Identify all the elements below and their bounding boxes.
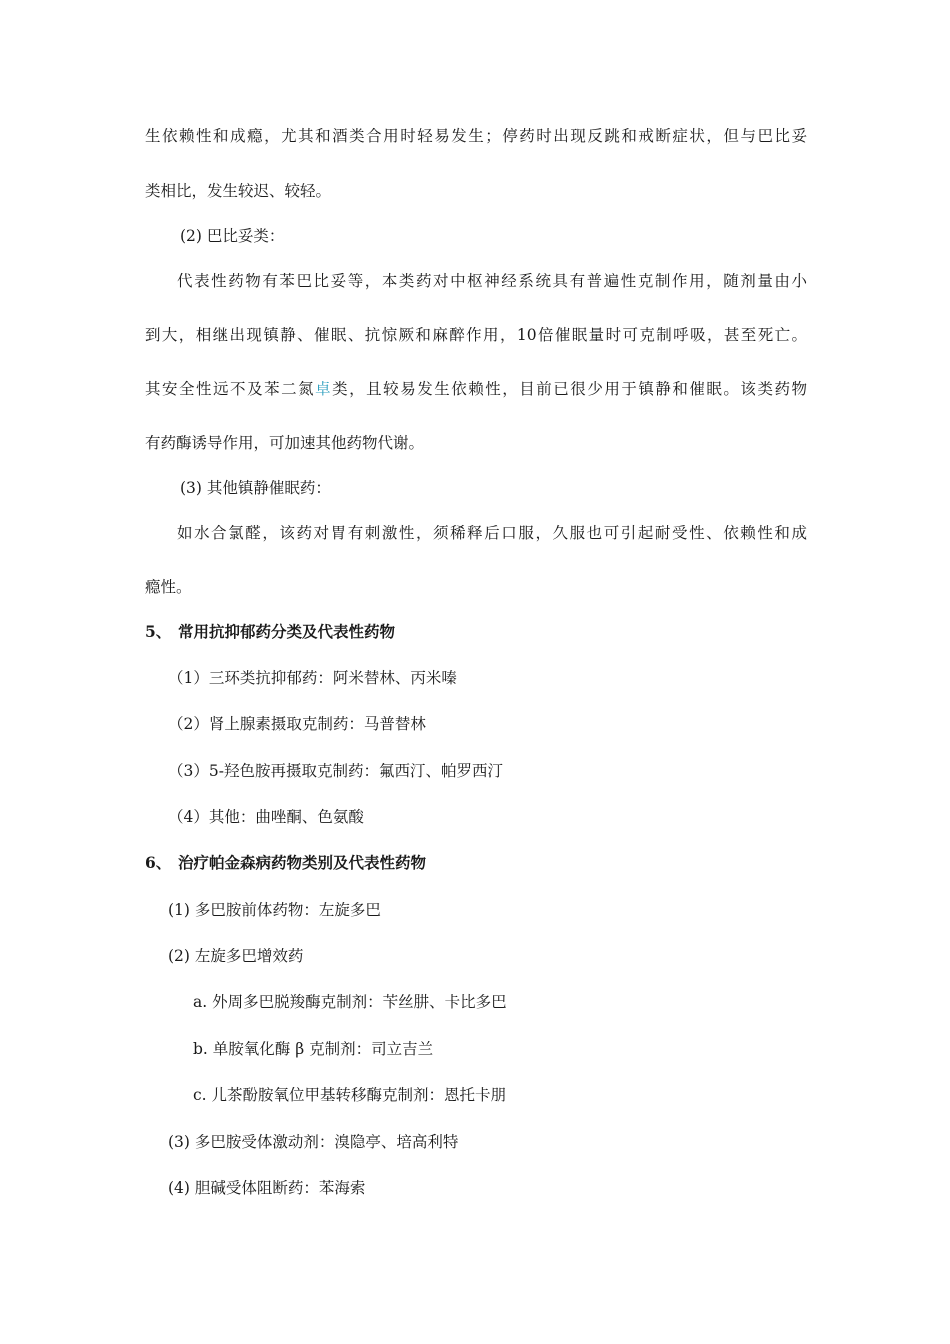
section-title: 治疗帕金森病药物类别及代表性药物 [178, 853, 427, 872]
highlighted-text: 卓 [315, 380, 333, 398]
sub-list-item: b. 单胺氧化酶 β 克制剂：司立吉兰 [193, 1040, 434, 1058]
text-run: 其安全性远不及苯二氮 [145, 380, 316, 398]
section-number: 6、 [145, 853, 172, 872]
paragraph-line: 类相比，发生较迟、较轻。 [145, 182, 332, 200]
list-item: (4) 胆碱受体阻断药：苯海索 [168, 1179, 366, 1197]
sub-list-item: a. 外周多巴脱羧酶克制剂：苄丝肼、卡比多巴 [193, 993, 507, 1011]
section-number: 5、 [145, 622, 172, 641]
list-item: （2）肾上腺素摄取克制药：马普替林 [168, 715, 426, 733]
text-run: 类，且较易发生依赖性，目前已很少用于镇静和催眠。该类药物 [332, 380, 807, 398]
paragraph-line: 如水合氯醛，该药对胃有刺激性，须稀释后口服，久服也可引起耐受性、依赖性和成 [177, 524, 807, 542]
paragraph-line: 代表性药物有苯巴比妥等，本类药对中枢神经系统具有普遍性克制作用，随剂量由小 [177, 272, 807, 290]
section-heading [145, 622, 395, 642]
paragraph-line [145, 379, 807, 399]
list-item: （3）5-羟色胺再摄取克制药：氟西汀、帕罗西汀 [168, 762, 503, 780]
section-title: 常用抗抑郁药分类及代表性药物 [178, 622, 396, 641]
list-item: （4）其他：曲唑酮、色氨酸 [168, 808, 364, 826]
section-heading [145, 853, 426, 873]
paragraph-line: 瘾性。 [145, 578, 192, 596]
paragraph-line: 有药酶诱导作用，可加速其他药物代谢。 [145, 434, 425, 452]
list-item: （1）三环类抗抑郁药：阿米替林、丙米嗪 [168, 669, 457, 687]
paragraph-line: 生依赖性和成瘾，尤其和酒类合用时轻易发生；停药时出现反跳和戒断症状，但与巴比妥 [145, 127, 807, 145]
paragraph-line: 到大，相继出现镇静、催眠、抗惊厥和麻醉作用，10倍催眠量时可克制呼吸，甚至死亡。 [145, 326, 807, 344]
sub-list-item: c. 儿茶酚胺氧位甲基转移酶克制剂：恩托卡朋 [193, 1086, 507, 1104]
subsection-title: (2) 巴比妥类： [180, 227, 285, 245]
subsection-title: (3) 其他镇静催眠药： [180, 479, 331, 497]
list-item: (1) 多巴胺前体药物：左旋多巴 [168, 901, 381, 919]
list-item: (2) 左旋多巴增效药 [168, 947, 304, 965]
list-item: (3) 多巴胺受体激动剂：溴隐亭、培高利特 [168, 1133, 459, 1151]
